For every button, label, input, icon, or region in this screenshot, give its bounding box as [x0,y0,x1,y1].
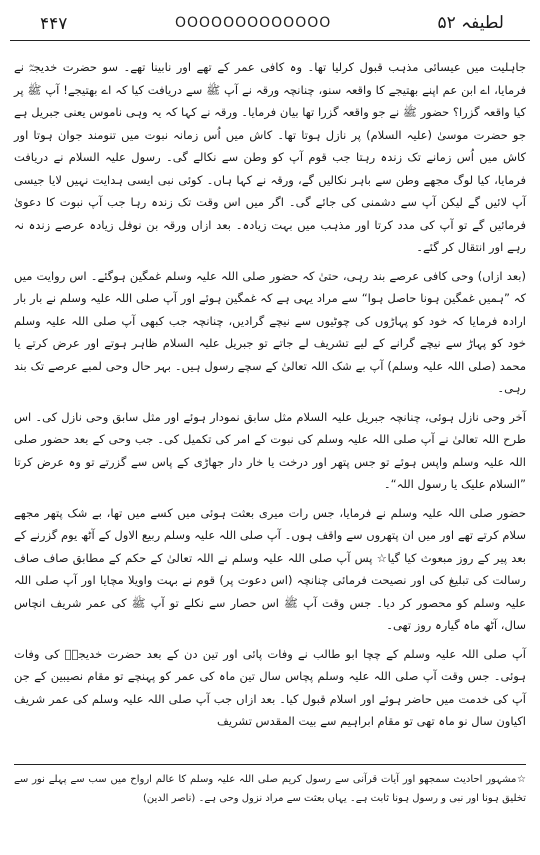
paragraph-4: حضور صلی اللہ علیہ وسلم نے فرمایا، جس رات میری بعثت ہوئی میں کسے میں تھا، بے شک پتھر مجھے سلام کرتے تھے اور میں ان پتھروں سے واقف ہوں۔ آپ صلی اللہ علیہ وسلم ربیع الاول کے آٹھ یوم گزرنے کے بعد پیر کے روز مبعوث کیا گیا☆ پس آپ صلی اللہ علیہ وسلم نے اللہ تعالیٰ کے حکم کے مطابق صاف صاف رسالت کی تبلیغ کی اور نصیحت فرمائی چنانچہ (اس دعوت پر) قوم نے بہت واویلا مچایا اور آپ صلی اللہ علیہ وسلم کو محصور کر دیا۔ جس وقت آپ ﷺ اس حصار سے نکلے تو آپ ﷺ کی عمر شریف انچاس سال، آٹھ ماہ گیارہ روز تھی۔ [14,505,526,632]
paragraph-5: آپ صلی اللہ علیہ وسلم کے چچا ابو طالب نے وفات پائی اور تین دن کے بعد حضرت خدیجہؓ کی وفات ہوئی۔ جس وقت آپ صلی اللہ علیہ وسلم پچاس سال تین ماہ کی عمر کو پہنچے تو مقام نصیبین کے جن آپ کی خدمت میں حاضر ہوئے اور اسلام قبول کیا۔ بعد ازاں جب آپ صلی اللہ علیہ وسلم کی عمر شریف اکیاون سال نو ماہ تھی تو مقام ابراہیم سے بیت المقدس تشریف [14,646,526,728]
page-number: ۴۴۷ [40,14,68,34]
paragraph-2: (بعد ازاں) وحی کافی عرصے بند رہی، حتیٰ کہ حضور صلی اللہ علیہ وسلم غمگین ہوگئے۔ اس روایت میں کہ ”ہمیں غمگین ہونا حاصل ہوا“ سے مراد یہی ہے کہ غمگین ہوئے اور آپ صلی اللہ علیہ وسلم نے بار بار ارادہ فرمایا کہ خود کو پہاڑوں کی چوٹیوں سے نیچے گرادیں، چنانچہ جب کبھی آپ صلی اللہ علیہ وسلم خود کو پہاڑ سے نیچے گرانے کے لیے تشریف لے جاتے تو جبریل علیہ السلام ظاہر ہوتے اور عرض کرتے یا محمد (صلی اللہ علیہ وسلم) آپ بے شک اللہ تعالیٰ کے سچے رسول ہیں۔ بہر حال وحی لمبے عرصے تک بند رہی۔ [14,268,526,395]
header-ornament: OOOOOOOOOOOOO [175,15,332,31]
footnote: ☆مشہور احادیث سمجھو اور آیات قرآنی سے رسول کریم صلی اللہ علیہ وسلم کا عالم ارواح میں سب سے پہلے نور سے تخلیق ہونا اور نبی و رسول ہونا ثابت ہے۔ یہاں بعثت سے مراد نزول وحی ہے۔ (ناصر الدین) [14,774,526,804]
chapter-title: لطیفہ ۵۲ [437,13,504,33]
page-header [10,10,530,41]
footnote-divider [14,764,526,765]
paragraph-3: آخر وحی نازل ہوئی، چنانچہ جبریل علیہ السلام مثل سابق نمودار ہوئے اور مثل سابق وحی نازل کی۔ اس طرح اللہ تعالیٰ نے آپ صلی اللہ علیہ وسلم کی نبوت کے امر کی تکمیل کی۔ جب وحی کے بعد حضور صلی اللہ علیہ وسلم واپس ہوئے تو جس پتھر اور درخت یا خار دار جھاڑی کے پاس سے گزرتے تو وہ عرض کرتا ”السلام علیک یا رسول اللہ“۔ [14,409,526,491]
paragraph-1: جاہلیت میں عیسائی مذہب قبول کرلیا تھا۔ وہ کافی عمر کے تھے اور نابینا تھے۔ سو حضرت خدیجہؓ نے فرمایا، اے ابن عم اپنے بھتیجے کا واقعہ سنو، چنانچہ ورقہ نے آپ ﷺ سے دریافت کیا کہ اے بھتیجے! آپ ﷺ پر کیا واقعہ گزرا؟ حضور ﷺ نے جو واقعہ گزرا تھا بیان فرمایا۔ ورقہ نے کہا کہ یہ وہی ناموس یعنی جبریل ہے جو حضرت موسیٰ (علیہ السلام) پر نازل ہوتا تھا۔ کاش میں اُس زمانہ نبوت میں تنومند جوان ہوتا اور کاش میں اُس زمانے تک زندہ رہتا جب قوم آپ کو وطن سے نکالے گی۔ رسول علیہ السلام نے دریافت فرمایا، کیا لوگ مجھے وطن سے باہر نکالیں گے، ورقہ نے کہا ہاں۔ کوئی نبی ایسی ہدایت نہیں لایا جیسی آپ لائیں گے لیکن آپ سے دشمنی کی جائے گی۔ اگر میں اس وقت تک زندہ رہا جب آپ نبوت کا دعویٰ فرمائیں گے تو آپ کی مدد کرتا اور مذہب میں بہت زیادہ۔ بعد ازاں ورقہ بن نوفل زیادہ عرصے زندہ نہ رہے اور انتقال کر گئے۔ [14,60,526,254]
body-text [14,56,526,739]
